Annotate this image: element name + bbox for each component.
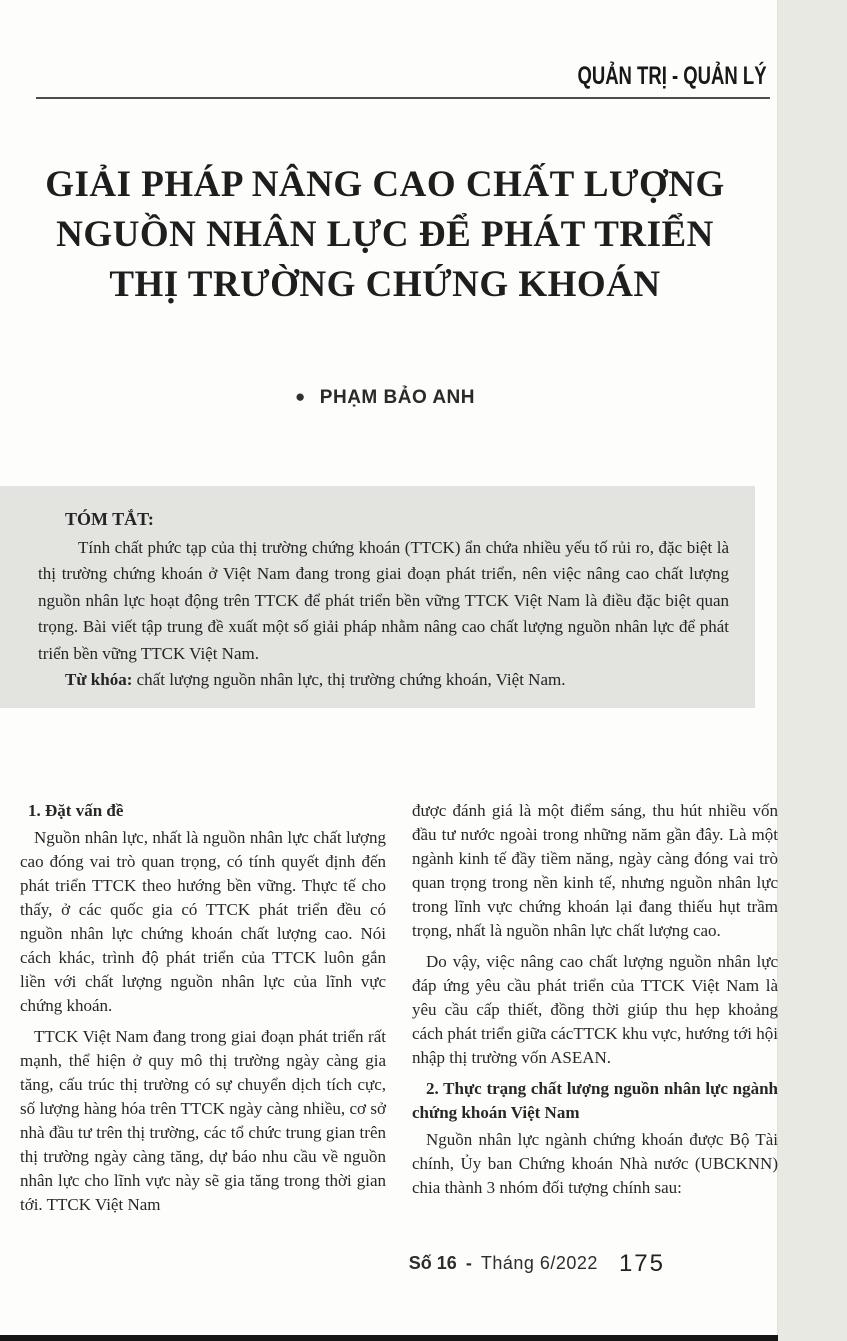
footer-issue-number: Số 16: [408, 1253, 457, 1273]
page-footer: [0, 1250, 757, 1278]
body-paragraph: được đánh giá là một điểm sáng, thu hút nhiều vốn đầu tư nước ngoài trong những năm gần đây. Là một ngành kinh tế đầy tiềm năng, ngày càng đóng vai trò quan trọng trong nền kinh tế, nhưng nguồn nhân lực trong lĩnh vực chứng khoán lại đang thiếu hụt trầm trọng, nhất là nguồn nhân lực chất lượng cao.: [412, 801, 778, 940]
journal-section-label: QUẢN TRỊ - QUẢN LÝ: [577, 62, 767, 90]
article-title-line-3: THỊ TRƯỜNG CHỨNG KHOÁN: [109, 264, 661, 305]
header-rule: [36, 97, 770, 99]
article-title-line-1: GIẢI PHÁP NÂNG CAO CHẤT LƯỢNG: [45, 164, 725, 205]
abstract-body: Tính chất phức tạp của thị trường chứng khoán (TTCK) ẩn chứa nhiều yếu tố rủi ro, đặc biệt là thị trường chứng khoán ở Việt Nam đang trong giai đoạn phát triển, nên việc nâng cao chất lượng nguồn nhân lực hoạt động trên TTCK để phát triển bền vững TTCK Việt Nam là điều đặc biệt quan trọng. Bài viết tập trung đề xuất một số giải pháp nhằm nâng cao chất lượng nguồn nhân lực để phát triển bền vững TTCK Việt Nam.: [38, 537, 729, 663]
section-2-heading: 2. Thực trạng chất lượng nguồn nhân lực ngành chứng khoán Việt Nam: [412, 1079, 778, 1122]
body-paragraph: Do vậy, việc nâng cao chất lượng nguồn nhân lực đáp ứng yêu cầu phát triển của TTCK Việt Nam là yêu cầu cấp thiết, đồng thời giúp thu hẹp khoảng cách phát triển giữa cácTTCK khu vực, hướng tới hội nhập thị trường vốn ASEAN.: [412, 952, 778, 1067]
article-title-line-2: NGUỒN NHÂN LỰC ĐỂ PHÁT TRIỂN: [56, 214, 714, 255]
keywords-label: Từ khóa:: [65, 670, 133, 689]
body-column-right: [412, 799, 778, 1207]
footer-date: Tháng 6/2022: [480, 1253, 598, 1273]
body-paragraph: TTCK Việt Nam đang trong giai đoạn phát triển rất mạnh, thể hiện ở quy mô thị trường ngày càng gia tăng, cấu trúc thị trường có sự chuyển dịch tích cực, số lượng hàng hóa trên TTCK ngày càng nhiều, cơ sở nhà đầu tư trên thị trường, các tổ chức trung gian trên thị trường ngày càng tăng, dự báo nhu cầu về nguồn nhân lực cho lĩnh vực này sẽ gia tăng trong thời gian tới. TTCK Việt Nam: [20, 1027, 386, 1214]
scan-edge-strip: [777, 0, 847, 1341]
author-line: [40, 387, 730, 409]
abstract-heading: TÓM TẮT:: [65, 509, 154, 529]
author-name: PHẠM BẢO ANH: [319, 387, 475, 408]
section-1-heading: 1. Đặt vấn đề: [28, 801, 124, 820]
body-paragraph: Nguồn nhân lực, nhất là nguồn nhân lực chất lượng cao đóng vai trò quan trọng, có tính quyết định đến phát triển TTCK theo hướng bền vững. Thực tế cho thấy, ở các quốc gia có TTCK phát triển đều có nguồn nhân lực chứng khoán chất lượng cao. Nói cách khác, trình độ phát triển của TTCK luôn gắn liền với chất lượng nguồn nhân lực của lĩnh vực chứng khoán.: [20, 828, 386, 1015]
keywords-text: chất lượng nguồn nhân lực, thị trường chứng khoán, Việt Nam.: [132, 670, 566, 689]
article-title: [40, 160, 730, 310]
abstract-box: [0, 486, 755, 708]
abstract-keywords: [38, 667, 729, 694]
bottom-bar: [0, 1335, 778, 1341]
page-number: 175: [618, 1250, 665, 1277]
author-bullet-icon: ●: [295, 387, 306, 406]
footer-separator: -: [465, 1253, 472, 1273]
body-paragraph: Nguồn nhân lực ngành chứng khoán được Bộ Tài chính, Ủy ban Chứng khoán Nhà nước (UBCKNN) chia thành 3 nhóm đối tượng chính sau:: [412, 1130, 778, 1197]
body-column-left: [20, 799, 386, 1224]
